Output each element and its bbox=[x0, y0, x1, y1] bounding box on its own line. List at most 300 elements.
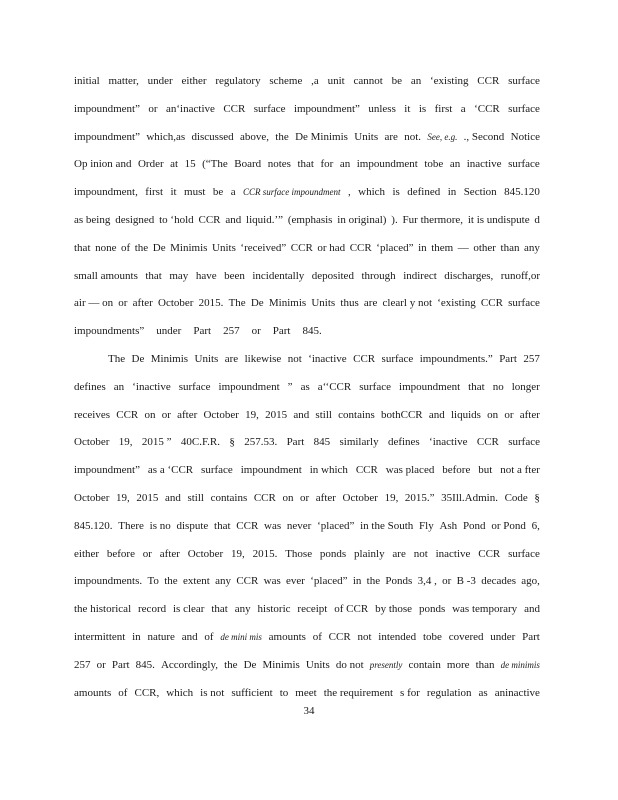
word: (“The bbox=[202, 158, 228, 171]
word: 40C.F.R. bbox=[180, 436, 221, 449]
word: impoundments” bbox=[74, 325, 145, 338]
word: as a ‘CCR bbox=[147, 464, 194, 477]
word: Part bbox=[272, 325, 291, 338]
word: § bbox=[534, 491, 540, 504]
word: an‘inactive bbox=[166, 102, 215, 115]
word: any bbox=[524, 241, 540, 254]
word: and bbox=[181, 630, 198, 643]
word: as bbox=[478, 686, 488, 699]
word: discussed bbox=[191, 130, 234, 143]
word: De Minimis bbox=[295, 130, 348, 143]
word: after bbox=[315, 491, 336, 504]
word: an bbox=[339, 158, 351, 171]
word: or Pond bbox=[491, 519, 526, 532]
word: not bbox=[357, 630, 372, 643]
word: and bbox=[164, 491, 181, 504]
word: the historical bbox=[74, 603, 132, 616]
word: ‘inactive bbox=[132, 380, 171, 393]
word: ., Second bbox=[463, 130, 505, 143]
word: B -3 bbox=[456, 575, 476, 588]
word: after bbox=[177, 408, 198, 421]
word: an bbox=[410, 75, 422, 87]
word: are bbox=[363, 297, 378, 310]
word: designed bbox=[115, 213, 155, 226]
word: CCR bbox=[116, 408, 139, 421]
word: small amounts bbox=[74, 269, 138, 282]
word: surface bbox=[508, 158, 540, 171]
word: Board bbox=[234, 158, 262, 171]
word: impoundment” bbox=[74, 102, 140, 115]
word: contain bbox=[408, 658, 441, 671]
word: which,as bbox=[146, 130, 186, 143]
word: October bbox=[158, 297, 194, 310]
word: de mini mis bbox=[220, 631, 262, 642]
text-line bbox=[74, 374, 540, 402]
text-line bbox=[74, 485, 540, 513]
word: surface bbox=[508, 436, 540, 449]
word: 6, bbox=[531, 519, 540, 532]
word: scheme bbox=[269, 75, 303, 87]
text-line bbox=[74, 318, 540, 346]
word: Fur thermore, bbox=[402, 213, 464, 226]
word: be bbox=[212, 186, 224, 199]
word: not bbox=[287, 352, 302, 365]
page-number: 34 bbox=[303, 705, 315, 717]
word: To bbox=[147, 575, 159, 588]
word: impoundment bbox=[218, 380, 280, 393]
word: in which bbox=[309, 464, 348, 477]
word: surface bbox=[201, 464, 233, 477]
word: than bbox=[500, 241, 520, 254]
word: Notice bbox=[510, 130, 540, 143]
word: ponds bbox=[319, 547, 347, 560]
word: more bbox=[446, 658, 470, 671]
word: the bbox=[366, 575, 381, 588]
word: in the South bbox=[360, 519, 414, 532]
word: Units bbox=[194, 352, 219, 365]
text-line bbox=[74, 235, 540, 263]
word: unit bbox=[327, 75, 345, 87]
word: amounts bbox=[268, 630, 306, 643]
word: De bbox=[131, 352, 145, 365]
word: inactive bbox=[435, 547, 471, 560]
word: Ponds bbox=[385, 575, 413, 588]
word: an bbox=[113, 380, 125, 393]
word: CCR bbox=[328, 630, 351, 643]
text-line bbox=[74, 652, 540, 680]
word: meet bbox=[295, 686, 317, 699]
word: amounts bbox=[74, 686, 112, 699]
text-line bbox=[74, 346, 540, 374]
word: the requirement bbox=[323, 686, 394, 699]
word: defined bbox=[407, 186, 441, 199]
word: through bbox=[361, 269, 396, 282]
word: still bbox=[315, 408, 332, 421]
word: record bbox=[138, 603, 167, 616]
word: ‘placed” bbox=[317, 519, 355, 532]
word: ‘existing bbox=[437, 297, 476, 310]
word: and bbox=[293, 408, 310, 421]
word: initial bbox=[74, 75, 100, 87]
word: Section bbox=[463, 186, 497, 199]
word: clearl y not bbox=[382, 297, 433, 310]
word: 19, bbox=[231, 547, 245, 560]
word: 845.120. bbox=[74, 519, 113, 532]
text-line bbox=[74, 263, 540, 291]
text-line bbox=[74, 624, 540, 652]
word: 2015. bbox=[198, 297, 224, 310]
word: at bbox=[170, 158, 179, 171]
word: is bbox=[392, 186, 400, 199]
word: CCR bbox=[253, 491, 276, 504]
word: ” bbox=[287, 380, 293, 393]
word: Op inion and bbox=[74, 158, 132, 171]
word: that bbox=[297, 158, 314, 171]
word: or bbox=[300, 491, 310, 504]
word: (emphasis bbox=[287, 213, 333, 226]
word: still bbox=[187, 491, 204, 504]
word: matter, bbox=[108, 75, 139, 87]
word: than bbox=[475, 658, 495, 671]
word: before bbox=[106, 547, 135, 560]
word: Minimis bbox=[262, 658, 300, 671]
word: surface bbox=[178, 380, 211, 393]
word: intermittent bbox=[74, 630, 126, 643]
word: are bbox=[392, 547, 406, 560]
word: after bbox=[132, 297, 153, 310]
word: as bbox=[300, 380, 310, 393]
word: 19, bbox=[245, 408, 259, 421]
word: 3,4 , bbox=[417, 575, 437, 588]
word: that bbox=[468, 380, 485, 393]
word: See, e.g. bbox=[427, 131, 458, 142]
word: regulatory bbox=[215, 75, 261, 87]
word: de minimis bbox=[500, 659, 540, 670]
word: that bbox=[211, 603, 228, 616]
word: , bbox=[347, 186, 351, 199]
word: The bbox=[228, 297, 246, 310]
word: of bbox=[312, 630, 322, 643]
word: in bbox=[352, 575, 362, 588]
word: a bbox=[230, 186, 236, 199]
word: impoundments.” bbox=[419, 352, 493, 365]
word: that bbox=[214, 519, 231, 532]
word: no bbox=[492, 380, 504, 393]
word: presently bbox=[369, 659, 403, 670]
word: Units bbox=[354, 130, 379, 143]
text-line bbox=[74, 513, 540, 541]
word: ‘existing bbox=[430, 75, 469, 87]
word: the bbox=[164, 575, 178, 588]
word: to bbox=[279, 686, 289, 699]
word: in bbox=[132, 630, 141, 643]
word: 2015 bbox=[265, 408, 288, 421]
word: or bbox=[142, 547, 152, 560]
text-line bbox=[74, 124, 540, 152]
word: 257.53. bbox=[244, 436, 278, 449]
word: under bbox=[490, 630, 516, 643]
word: The bbox=[108, 352, 126, 365]
word: 257 bbox=[74, 658, 91, 671]
word: which bbox=[166, 686, 194, 699]
word: impoundment” bbox=[293, 102, 360, 115]
word: not. bbox=[404, 130, 422, 143]
word: impoundments. bbox=[74, 575, 143, 588]
word: Order bbox=[137, 158, 164, 171]
word: incidentally bbox=[252, 269, 305, 282]
word: it bbox=[170, 186, 177, 199]
word: under bbox=[156, 325, 182, 338]
text-line bbox=[74, 151, 540, 179]
word: the bbox=[275, 130, 289, 143]
word: first bbox=[145, 186, 164, 199]
word: which bbox=[358, 186, 386, 199]
word: surface bbox=[508, 297, 540, 310]
word: aninactive bbox=[494, 686, 540, 699]
word: plainly bbox=[354, 547, 385, 560]
word: either bbox=[181, 75, 207, 87]
word: Code bbox=[504, 491, 528, 504]
word: a‘‘CCR bbox=[317, 380, 352, 393]
word: Part bbox=[522, 630, 540, 643]
word: notes bbox=[267, 158, 291, 171]
word: CCR, bbox=[134, 686, 160, 699]
word: ever bbox=[286, 575, 305, 588]
word: CCR bbox=[236, 519, 259, 532]
word: impoundment bbox=[240, 464, 302, 477]
word: to ‘hold bbox=[159, 213, 194, 226]
text-line bbox=[74, 596, 540, 624]
word: 2015. bbox=[252, 547, 278, 560]
word: 2015.” bbox=[404, 491, 435, 504]
word: as being bbox=[74, 213, 111, 226]
word: 845.120 bbox=[504, 186, 540, 199]
word: that bbox=[74, 241, 91, 254]
word: likewise bbox=[244, 352, 282, 365]
word: none bbox=[95, 241, 117, 254]
word: never bbox=[286, 519, 312, 532]
word: CCR surface impoundment bbox=[243, 187, 341, 198]
word: indirect bbox=[403, 269, 437, 282]
word: CCR bbox=[480, 297, 503, 310]
word: discharges, bbox=[444, 269, 494, 282]
word: receives bbox=[74, 408, 111, 421]
word: may bbox=[169, 269, 189, 282]
word: 845 bbox=[313, 436, 331, 449]
word: CCR bbox=[353, 352, 376, 365]
word: are bbox=[384, 130, 398, 143]
word: October bbox=[74, 436, 110, 449]
word: first bbox=[434, 102, 453, 115]
word: CCR bbox=[355, 464, 378, 477]
word: — bbox=[457, 241, 469, 254]
word: or had bbox=[317, 241, 346, 254]
word: s for bbox=[400, 686, 420, 699]
word: or bbox=[442, 575, 452, 588]
word: historic bbox=[257, 603, 291, 616]
word: Minimis bbox=[170, 241, 208, 254]
word: either bbox=[74, 547, 100, 560]
word: ‘inactive bbox=[429, 436, 468, 449]
word: was bbox=[263, 575, 281, 588]
word: ). bbox=[391, 213, 398, 226]
word: that bbox=[145, 269, 162, 282]
word: the bbox=[134, 241, 149, 254]
word: Minimis bbox=[268, 297, 307, 310]
word: or bbox=[161, 408, 171, 421]
word: October bbox=[74, 491, 110, 504]
word: contains bbox=[338, 408, 375, 421]
word: 15 bbox=[184, 158, 196, 171]
word: d bbox=[534, 213, 540, 226]
text-line bbox=[74, 457, 540, 485]
word: Units bbox=[305, 658, 330, 671]
word: ago, bbox=[521, 575, 540, 588]
body-text bbox=[74, 68, 540, 707]
word: 257 bbox=[223, 325, 240, 338]
text-line bbox=[74, 429, 540, 457]
word: the bbox=[224, 658, 238, 671]
word: thus bbox=[340, 297, 359, 310]
word: on bbox=[282, 491, 294, 504]
word: any bbox=[234, 603, 251, 616]
word: CCR bbox=[349, 241, 372, 254]
text-line bbox=[74, 96, 540, 124]
word: any bbox=[215, 575, 232, 588]
word: Pond bbox=[462, 519, 486, 532]
word: by those bbox=[375, 603, 413, 616]
word: before bbox=[442, 464, 471, 477]
word: 19, bbox=[116, 491, 130, 504]
word: them bbox=[431, 241, 454, 254]
word: CCR bbox=[198, 213, 221, 226]
word: must bbox=[184, 186, 206, 199]
word: longer bbox=[511, 380, 540, 393]
text-line bbox=[74, 207, 540, 235]
word: ‘placed” bbox=[376, 241, 414, 254]
word: been bbox=[224, 269, 245, 282]
word: was placed bbox=[385, 464, 435, 477]
word: or bbox=[118, 297, 128, 310]
word: Fly bbox=[419, 519, 434, 532]
word: is bbox=[418, 102, 427, 115]
word: De bbox=[152, 241, 166, 254]
word: do not bbox=[335, 658, 364, 671]
word: 2015 bbox=[136, 491, 159, 504]
word: after bbox=[519, 408, 540, 421]
word: and bbox=[225, 213, 242, 226]
word: Part bbox=[111, 658, 130, 671]
word: liquid.’” bbox=[246, 213, 284, 226]
word: an bbox=[449, 158, 461, 171]
word: is not bbox=[200, 686, 225, 699]
text-line bbox=[74, 290, 540, 318]
word: intended bbox=[378, 630, 417, 643]
word: Part bbox=[193, 325, 212, 338]
word: surface bbox=[359, 380, 391, 393]
word: a bbox=[460, 102, 466, 115]
word: CCR bbox=[478, 547, 501, 560]
word: 35Ill.Admin. bbox=[441, 491, 498, 504]
word: ponds bbox=[418, 603, 446, 616]
word: CCR bbox=[290, 241, 313, 254]
word: extent bbox=[182, 575, 210, 588]
word: 257 bbox=[523, 352, 540, 365]
text-line bbox=[74, 402, 540, 430]
word: surface bbox=[253, 102, 286, 115]
word: Units bbox=[311, 297, 336, 310]
word: and bbox=[428, 408, 445, 421]
text-line bbox=[74, 680, 540, 708]
word: it is undispute bbox=[467, 213, 530, 226]
word: under bbox=[147, 75, 173, 87]
word: Part bbox=[286, 436, 305, 449]
word: similarly bbox=[339, 436, 379, 449]
word: surface bbox=[508, 102, 540, 115]
word: of bbox=[118, 686, 128, 699]
word: 845. bbox=[302, 325, 322, 338]
word: CCR bbox=[236, 575, 259, 588]
word: was bbox=[264, 519, 282, 532]
word: Accordingly, bbox=[160, 658, 218, 671]
word: in bbox=[447, 186, 457, 199]
word: inactive bbox=[466, 158, 502, 171]
word: CCR bbox=[223, 102, 246, 115]
word: CCR bbox=[477, 75, 500, 87]
word: are bbox=[224, 352, 239, 365]
word: have bbox=[195, 269, 217, 282]
word: decades bbox=[481, 575, 516, 588]
word: De bbox=[243, 658, 257, 671]
word: of bbox=[204, 630, 214, 643]
text-line bbox=[74, 568, 540, 596]
word: nature bbox=[147, 630, 175, 643]
word: not bbox=[413, 547, 428, 560]
word: for bbox=[320, 158, 334, 171]
word: CCR bbox=[476, 436, 499, 449]
word: ‘placed” bbox=[310, 575, 348, 588]
word: and bbox=[524, 603, 540, 616]
word: tobe bbox=[422, 630, 442, 643]
word: is no bbox=[149, 519, 171, 532]
word: ‘received” bbox=[240, 241, 287, 254]
word: air — on bbox=[74, 297, 114, 310]
word: sufficient bbox=[231, 686, 273, 699]
word: it bbox=[404, 102, 411, 115]
word: receipt bbox=[297, 603, 328, 616]
word: ‘CCR bbox=[474, 102, 500, 115]
word: impoundment” bbox=[74, 130, 140, 143]
word: be bbox=[391, 75, 403, 87]
word: 19, bbox=[384, 491, 399, 504]
word: was temporary bbox=[452, 603, 518, 616]
word: surface bbox=[508, 547, 540, 560]
word: impoundment” bbox=[74, 464, 140, 477]
word: Units bbox=[212, 241, 236, 254]
word: in original) bbox=[337, 213, 387, 226]
word: regulation bbox=[426, 686, 472, 699]
word: covered bbox=[448, 630, 484, 643]
word: unless bbox=[368, 102, 396, 115]
word: cannot bbox=[353, 75, 383, 87]
word: § bbox=[229, 436, 235, 449]
word: De bbox=[250, 297, 264, 310]
text-line bbox=[74, 541, 540, 569]
word: or bbox=[96, 658, 106, 671]
word: impoundment bbox=[356, 158, 418, 171]
word: but bbox=[478, 464, 493, 477]
word: is clear bbox=[173, 603, 205, 616]
